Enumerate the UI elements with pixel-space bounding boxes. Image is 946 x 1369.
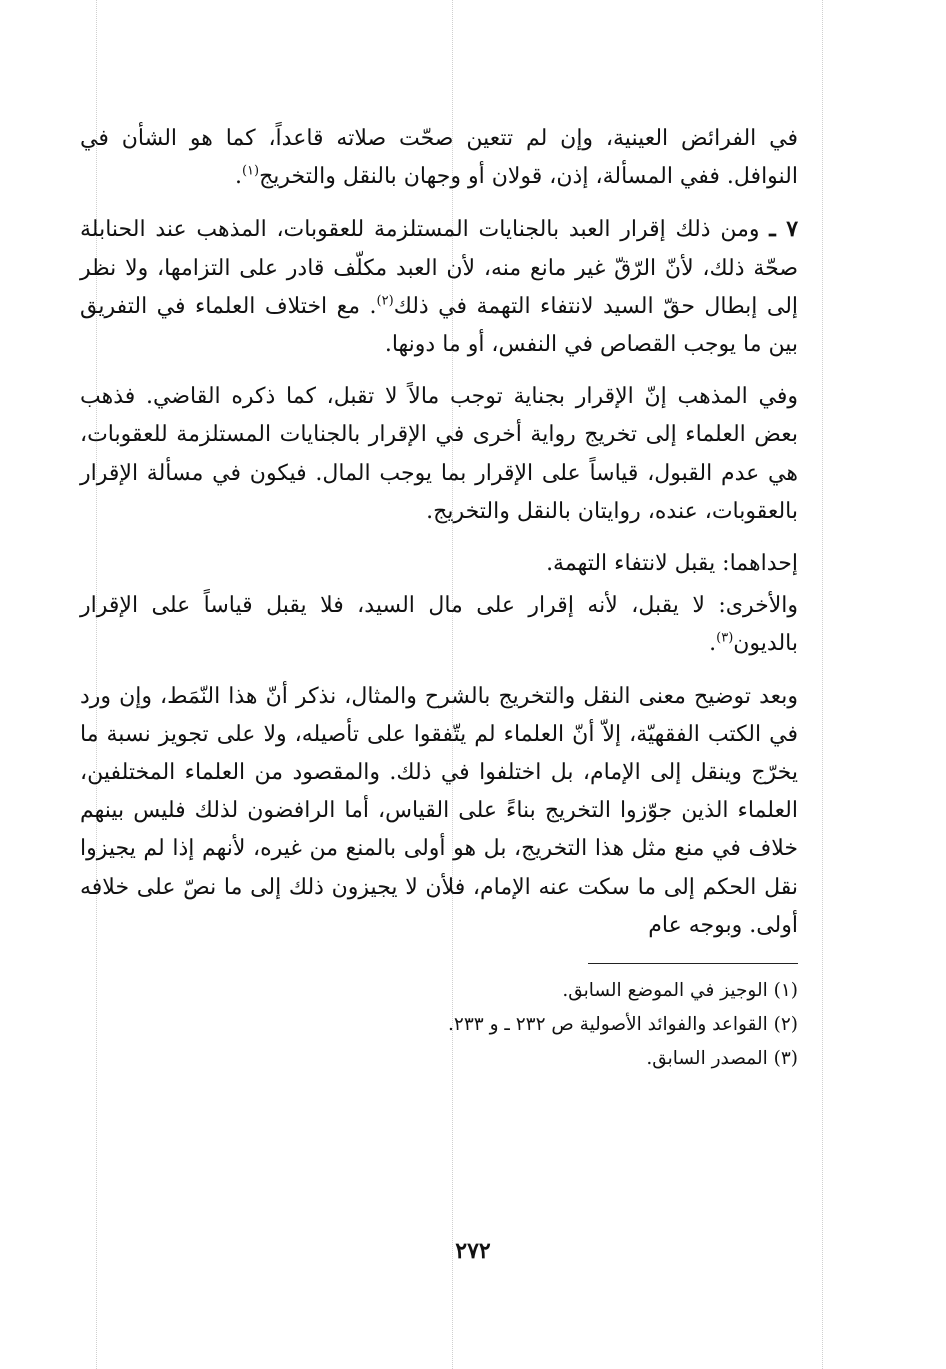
numbered-paragraph: ٧ ـ ومن ذلك إقرار العبد بالجنايات المستلزمة للعقوبات، المذهب عند الحنابلة صحّة ذلك، لأنّ الرّقّ غير مانع منه، لأن العبد مكلّف قادر على التزامها، ولا نظر إلى إبطال حقّ السيد لانتفاء التهمة في ذلك$^{(٢)}$. مع اختلاف العلماء في التفريق بين ما يوجب القصاص في النفس، أو ما دونها.: [80, 216, 799, 358]
paragraph: إحداهما: يقبل لانتفاء التهمة.: [546, 551, 798, 577]
footnote-ref[interactable]: (٢): [376, 293, 394, 309]
footnote: (٣) المصدر السابق.: [646, 1048, 798, 1070]
paragraph: وفي المذهب إنّ الإقرار بجناية توجب مالاً لا تقبل، كما ذكره القاضي. فذهب بعض العلماء إلى تخريج رواية أخرى في الإقرار بالجنايات المستلزمة للعقوبات، هي عدم القبول، قياساً على الإقرار بما يوجب المال. فيكون في مسألة الإقرار بالعقوبات، عنده، روايتان بالنقل والتخريج.: [80, 384, 798, 524]
scan-guide-line: [822, 0, 823, 1369]
paragraph: والأخرى: لا يقبل، لأنه إقرار على مال السيد، فلا يقبل قياساً على الإقرار بالديون$^{(٣)}$.: [80, 593, 798, 657]
page-body: [80, 120, 798, 1076]
footnote-separator: [588, 963, 798, 964]
paragraph: في الفرائض العينية، وإن لم تتعين صحّت صلاته قاعداً، كما هو الشأن في النوافل. ففي المسألة، إذن، قولان أو وجهان بالنقل والتخريج$^{(١)}$.: [80, 126, 798, 190]
footnote: (١) الوجيز في الموضع السابق.: [562, 980, 798, 1002]
footnote-ref[interactable]: (١): [241, 163, 260, 179]
page-number: ٢٧٢: [455, 1238, 491, 1264]
footnote: (٢) القواعد والفوائد الأصولية ص ٢٣٢ ـ و ٢٣٣.: [448, 1014, 798, 1036]
footnotes: [80, 974, 798, 1076]
paragraph: وبعد توضيح معنى النقل والتخريج بالشرح والمثال، نذكر أنّ هذا النّمَط، وإن ورد في الكتب الفقهيّة، إلاّ أنّ العلماء لم يتّفقوا على تأصيله، ولا على تجويز نسبة ما يخرّج وينقل إلى الإمام، بل اختلفوا في ذلك. والمقصود من العلماء المختلفين، العلماء الذين جوّزوا التخريج بناءً على القياس، أما الرافضون لذلك فليس بينهم خلاف في منع مثل هذا التخريج، بل هو أولى بالمنع من غيره، لأنهم إذا لم يجيزوا نقل الحكم إلى ما سكت عنه الإمام، فلأن لا يجيزون ذلك إلى ما نصّ على خلافه أولى. وبوجه عام: [80, 683, 798, 938]
footnote-ref[interactable]: (٣): [716, 631, 734, 647]
item-number: ٧ ـ: [769, 216, 799, 243]
